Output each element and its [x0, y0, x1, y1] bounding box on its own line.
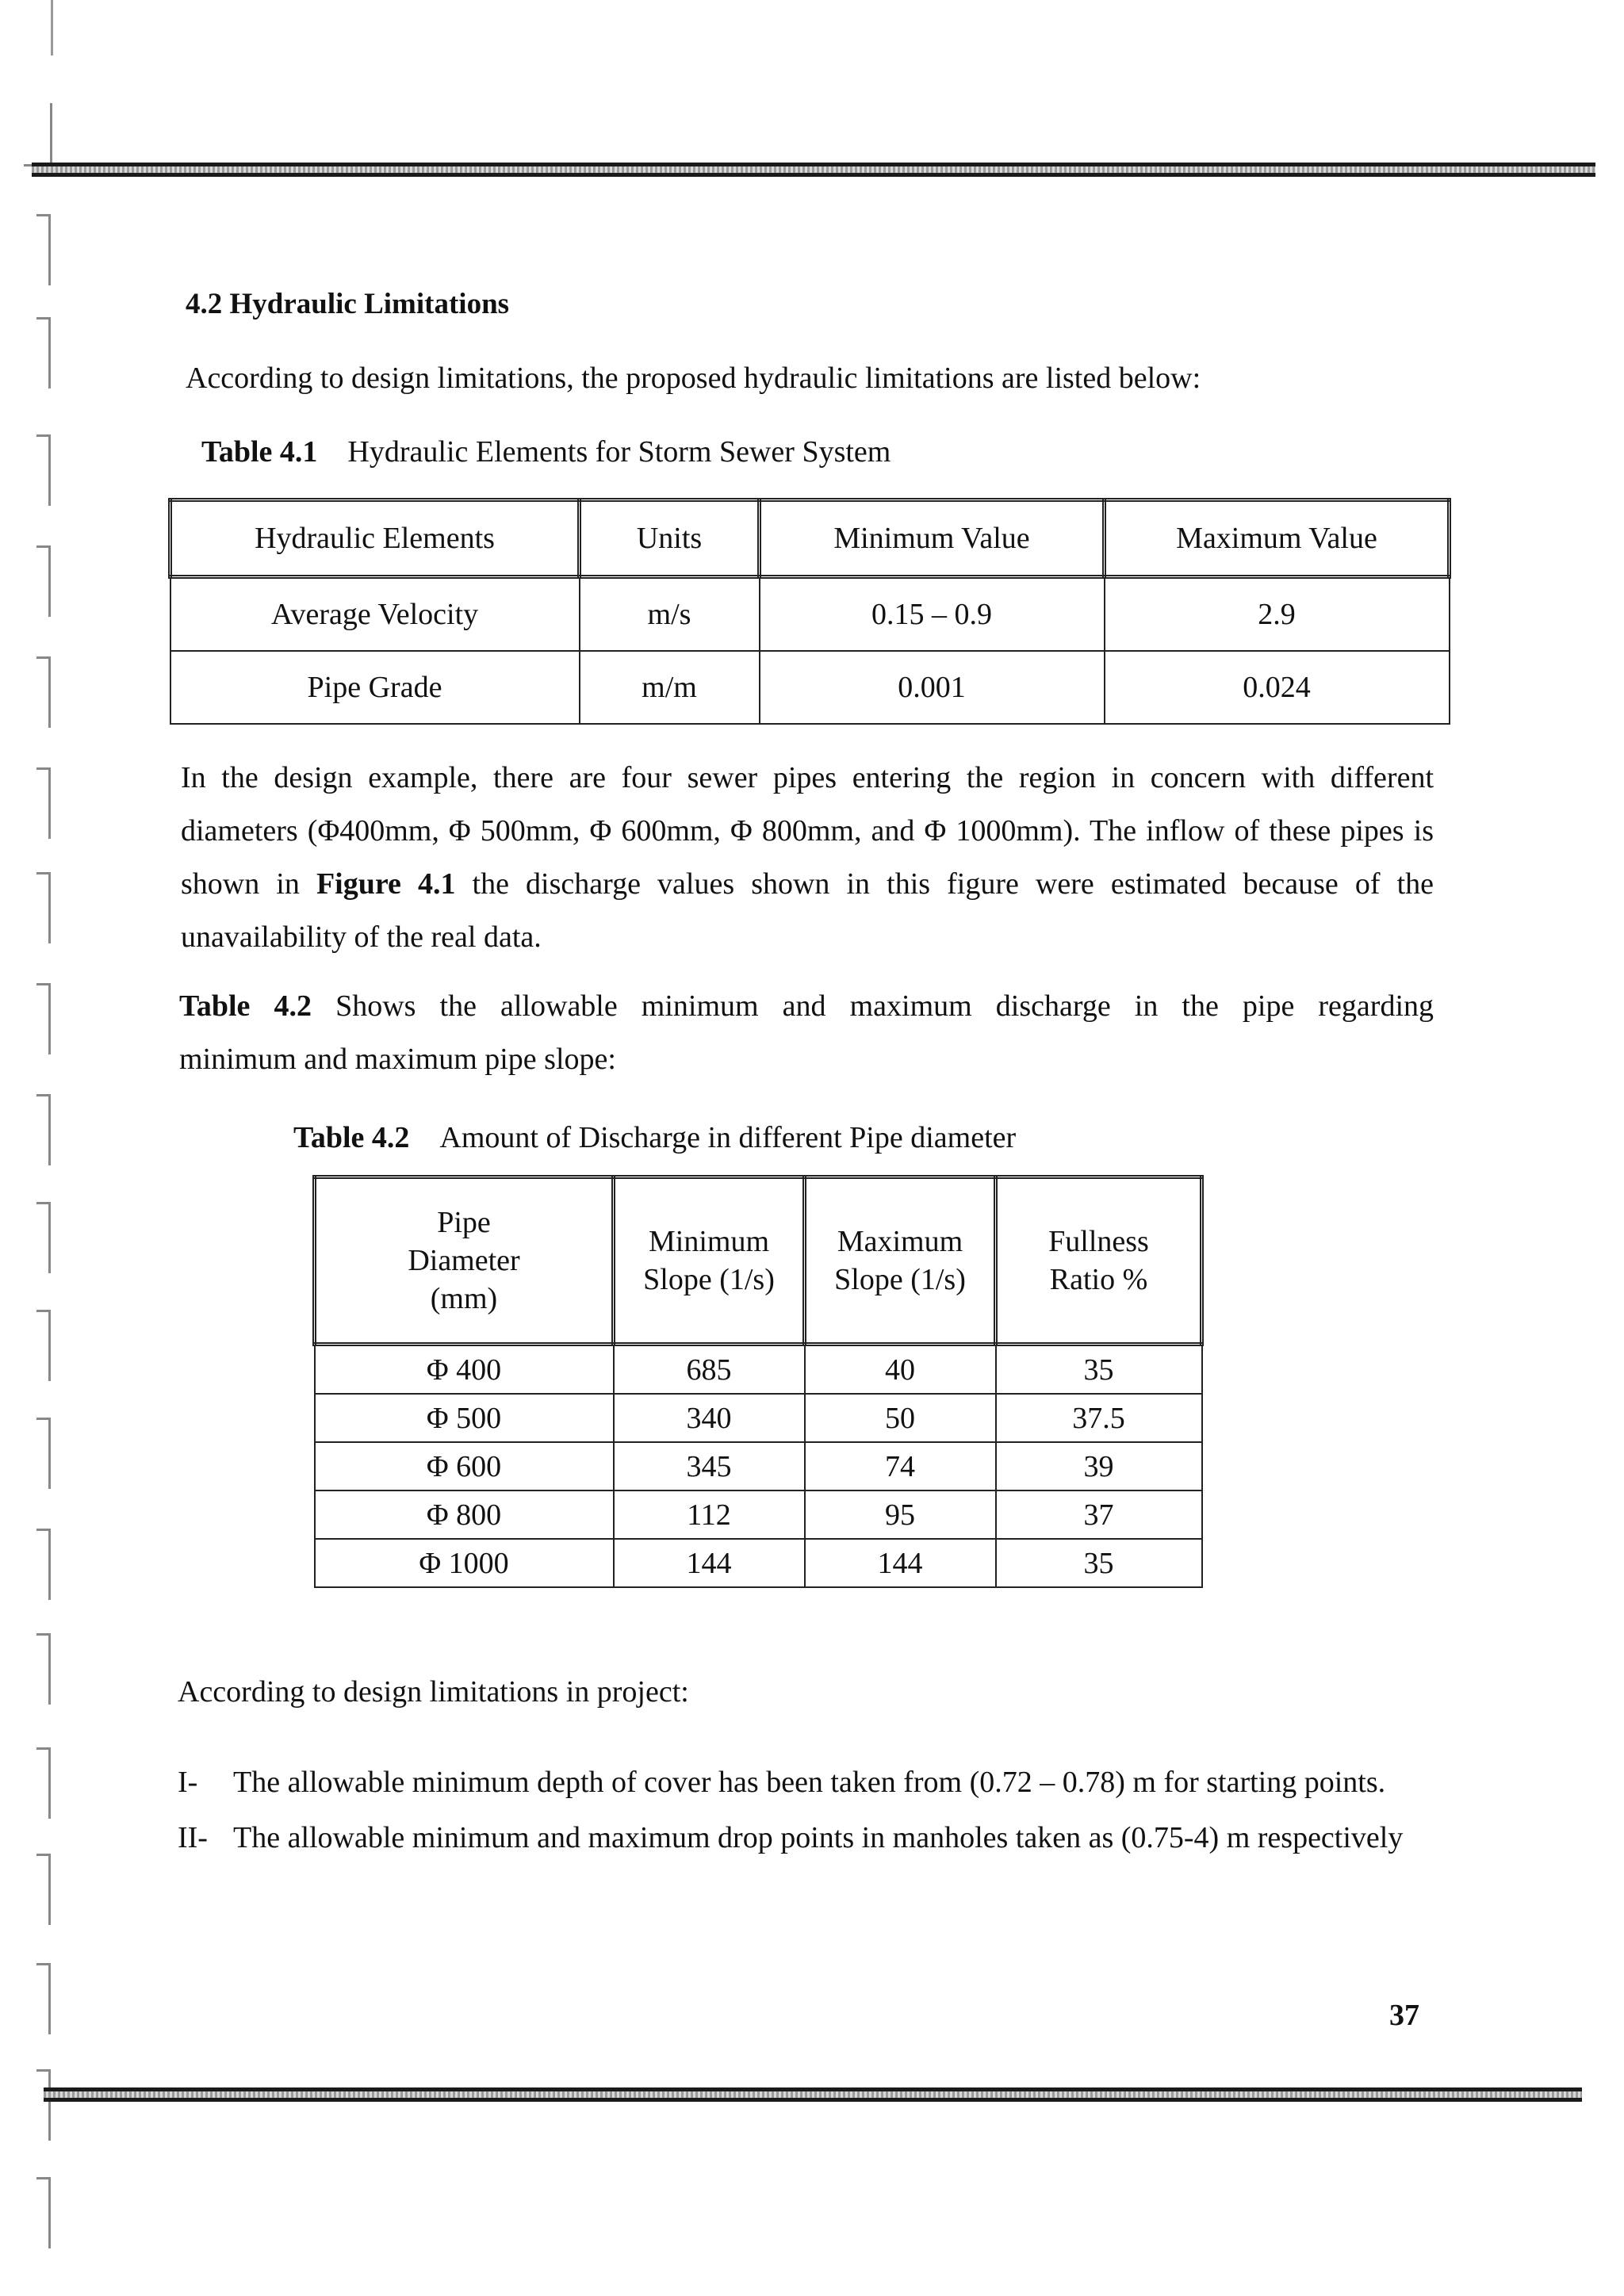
table-cell: m/m [580, 651, 760, 724]
header-line: Minimum [648, 1225, 770, 1258]
binding-corner-mark [24, 103, 52, 166]
header-line: Ratio % [1049, 1263, 1148, 1296]
footer-rule [44, 2087, 1582, 2102]
table-cell: 112 [614, 1490, 805, 1539]
table-row [315, 1490, 1202, 1539]
header-cell: Units [580, 500, 760, 577]
caption-label: Table 4.1 [201, 435, 318, 469]
list-item [178, 1812, 1435, 1865]
binding-edge-line [51, 0, 53, 55]
table-header-row [315, 1177, 1202, 1345]
table-row [315, 1394, 1202, 1442]
table-cell: 144 [614, 1539, 805, 1587]
table-row [170, 651, 1450, 724]
table-cell: Φ 1000 [315, 1539, 614, 1587]
binding-mark [36, 1529, 51, 1600]
table-cell: 144 [805, 1539, 996, 1587]
table-cell: 37.5 [996, 1394, 1202, 1442]
header-line: Fullness [1048, 1225, 1149, 1258]
list-item-text: The allowable minimum and maximum drop points in manholes taken as (0.75-4) m respectively [233, 1821, 1404, 1854]
page-number: 37 [1389, 1999, 1419, 2032]
table-cell: Average Velocity [170, 577, 580, 652]
list-item [178, 1756, 1435, 1809]
paragraph-text: Shows the allowable minimum and maximum discharge in the pipe regarding [335, 989, 1434, 1023]
table-cell: 0.15 – 0.9 [760, 577, 1105, 652]
table-cell: Pipe Grade [170, 651, 580, 724]
discharge-table [312, 1175, 1204, 1588]
binding-mark [36, 983, 51, 1054]
header-line: Pipe [437, 1206, 491, 1239]
paragraph-text: In the design example, there are four sewer pipes entering the region in concern with different diameters (Φ400mm, Φ 500mm, Φ 600mm, Φ 800mm, and Φ 1000mm). The inflow of these pipes is shown in [181, 761, 1434, 901]
table-cell: 39 [996, 1442, 1202, 1490]
caption-text: Amount of Discharge in different Pipe diameter [439, 1121, 1017, 1154]
binding-mark [36, 1310, 51, 1381]
table-cell: 0.024 [1105, 651, 1450, 724]
binding-mark [36, 767, 51, 839]
binding-mark [36, 872, 51, 943]
table-cell: Φ 800 [315, 1490, 614, 1539]
table-cell: 74 [805, 1442, 996, 1490]
table-row [315, 1539, 1202, 1587]
table-reference: Table 4.2 [179, 989, 312, 1023]
table-reference-paragraph [179, 980, 1434, 1086]
table-caption-4-1 [201, 434, 891, 469]
list-marker: II- [178, 1821, 208, 1854]
header-cell: Maximum Value [1105, 500, 1450, 577]
binding-mark [36, 545, 51, 617]
list-marker: I- [178, 1766, 198, 1799]
caption-text: Hydraulic Elements for Storm Sewer System [347, 435, 891, 469]
header-cell [315, 1177, 614, 1345]
table-cell: 40 [805, 1345, 996, 1395]
table-cell: Φ 400 [315, 1345, 614, 1395]
binding-mark [36, 1094, 51, 1165]
table-cell: 2.9 [1105, 577, 1450, 652]
header-line: Maximum [837, 1225, 963, 1258]
binding-mark [36, 1854, 51, 1925]
binding-mark [36, 1418, 51, 1489]
header-cell: Hydraulic Elements [170, 500, 580, 577]
table-header-row [170, 500, 1450, 577]
binding-mark [36, 317, 51, 388]
paragraph-text: the discharge values shown in this figure were estimated because of the unavailability of the real data. [181, 867, 1434, 954]
table-row [315, 1442, 1202, 1490]
design-limitations-intro: According to design limitations in project: [178, 1675, 689, 1709]
table-cell: 95 [805, 1490, 996, 1539]
table-row [170, 577, 1450, 652]
header-cell [996, 1177, 1202, 1345]
binding-mark [36, 2069, 51, 2141]
table-cell: 35 [996, 1539, 1202, 1587]
header-cell [614, 1177, 805, 1345]
table-cell: 0.001 [760, 651, 1105, 724]
binding-mark [36, 2177, 51, 2248]
table-caption-4-2 [293, 1120, 1016, 1155]
table-cell: 685 [614, 1345, 805, 1395]
paragraph-text: minimum and maximum pipe slope: [179, 1043, 616, 1076]
table-cell: 37 [996, 1490, 1202, 1539]
table-cell: Φ 600 [315, 1442, 614, 1490]
limitations-list [178, 1756, 1435, 1867]
header-line: Slope (1/s) [643, 1263, 775, 1296]
table-cell: m/s [580, 577, 760, 652]
binding-mark [36, 434, 51, 506]
binding-mark [36, 1202, 51, 1273]
section-heading: 4.2 Hydraulic Limitations [186, 288, 510, 320]
table-row [315, 1345, 1202, 1395]
table-cell: Φ 500 [315, 1394, 614, 1442]
header-line: Slope (1/s) [834, 1263, 966, 1296]
intro-text: According to design limitations, the proposed hydraulic limitations are listed below: [186, 362, 1201, 395]
binding-mark [36, 656, 51, 728]
hydraulic-elements-table [168, 498, 1451, 725]
binding-mark [36, 1963, 51, 2034]
table-cell: 35 [996, 1345, 1202, 1395]
paragraph-first-line [179, 980, 1434, 1033]
caption-label: Table 4.2 [293, 1121, 410, 1154]
design-example-paragraph [181, 752, 1434, 964]
binding-mark [36, 1633, 51, 1705]
header-cell: Minimum Value [760, 500, 1105, 577]
table-cell: 340 [614, 1394, 805, 1442]
figure-reference: Figure 4.1 [316, 867, 456, 901]
header-line: Diameter [408, 1244, 520, 1277]
header-cell [805, 1177, 996, 1345]
header-line: (mm) [430, 1282, 498, 1315]
binding-mark [36, 1747, 51, 1819]
table-cell: 345 [614, 1442, 805, 1490]
header-rule [32, 163, 1595, 177]
binding-mark [36, 214, 51, 285]
list-item-text: The allowable minimum depth of cover has been taken from (0.72 – 0.78) m for starting points. [233, 1766, 1386, 1799]
table-cell: 50 [805, 1394, 996, 1442]
